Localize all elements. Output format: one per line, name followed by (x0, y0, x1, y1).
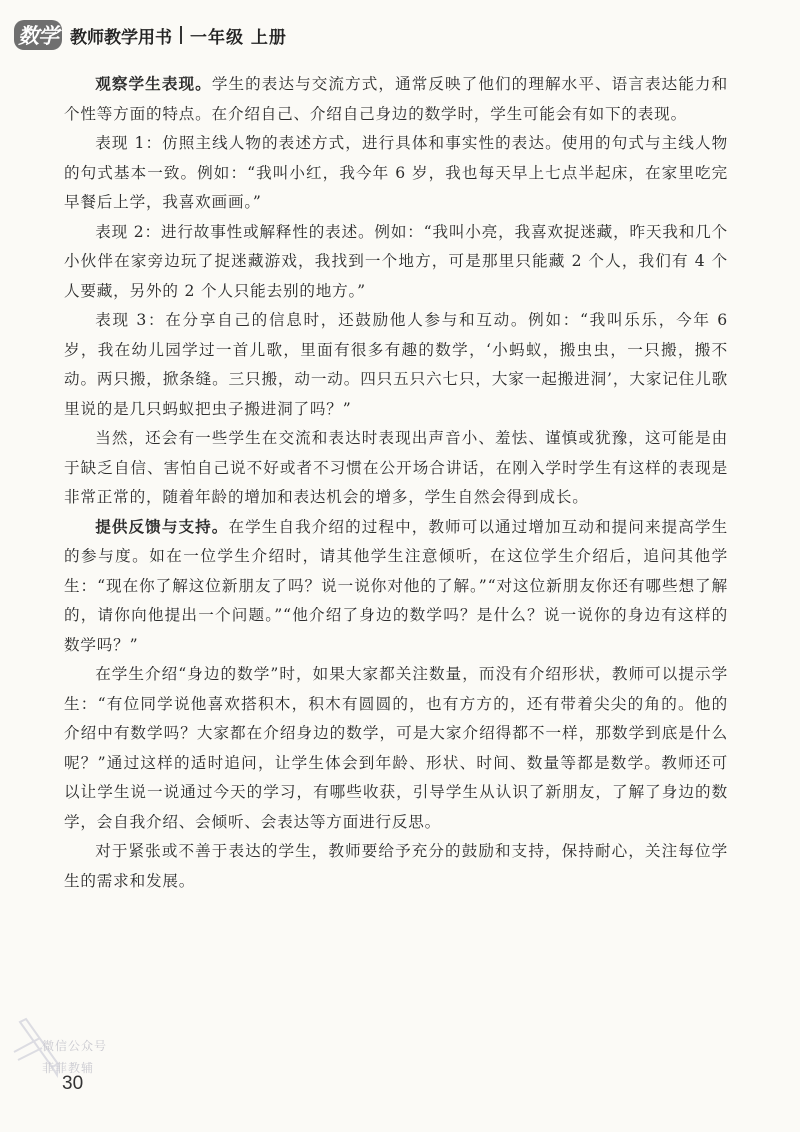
paragraph (64, 70, 728, 129)
paragraph (64, 837, 728, 896)
paragraph-text: 当然，还会有一些学生在交流和表达时表现出声音小、羞怯、谨慎或犹豫，这可能是由于缺乏自信、害怕自己说不好或者不习惯在公开场合讲话，在刚入学时学生有这样的表现是非常正常的，随着年龄的增加和表达机会的增多，学生自然会得到成长。 (64, 429, 728, 506)
book-title: 教师教学用书 (70, 27, 172, 48)
paragraph (64, 306, 728, 424)
subject-logo: 数学 (14, 20, 62, 50)
paragraph (64, 660, 728, 837)
paragraph-text: 学生的表达与交流方式，通常反映了他们的理解水平、语言表达能力和个性等方面的特点。在介绍自己、介绍自己身边的数学时，学生可能会有如下的表现。 (64, 75, 728, 123)
paragraph-text: 在学生介绍“身边的数学”时，如果大家都关注数量，而没有介绍形状，教师可以提示学生：“有位同学说他喜欢搭积木，积木有圆圆的，也有方方的，还有带着尖尖的角的。他的介绍中有数学吗？大家都在介绍身边的数学，可是大家介绍得都不一样，那数学到底是什么呢？”通过这样的适时追问，让学生体会到年龄、形状、时间、数量等都是数学。教师还可以让学生说一说通过今天的学习，有哪些收获，引导学生从认识了新朋友，了解了身边的数学，会自我介绍、会倾听、会表达等方面进行反思。 (64, 665, 728, 831)
body-text (64, 70, 728, 896)
running-header (14, 18, 287, 52)
page-number: 30 (62, 1073, 84, 1094)
paragraph-text: 表现 2：进行故事性或解释性的表述。例如：“我叫小亮，我喜欢捉迷藏，昨天我和几个小伙伴在家旁边玩了捉迷藏游戏，我找到一个地方，可是那里只能藏 2 个人，我们有 4 个人要藏，另外的 2 个人只能去别的地方。” (64, 222, 728, 300)
paragraph-heading: 观察学生表现。 (95, 75, 212, 93)
watermark-line-2: 菲菲教辅 (42, 1061, 95, 1075)
paragraph (64, 424, 728, 513)
paragraph-heading: 提供反馈与支持。 (95, 517, 229, 536)
paragraph-text: 对于紧张或不善于表达的学生，教师要给予充分的鼓励和支持，保持耐心，关注每位学生的需求和发展。 (64, 842, 728, 890)
paragraph-text: 表现 1：仿照主线人物的表述方式，进行具体和事实性的表达。使用的句式与主线人物的句式基本一致。例如：“我叫小红，我今年 6 岁，我也每天早上七点半起床，在家里吃完早餐后上学，我喜欢画画。” (64, 134, 728, 211)
paragraph (64, 129, 728, 218)
header-divider (180, 26, 182, 44)
paragraph (64, 218, 728, 307)
paragraph-text: 在学生自我介绍的过程中，教师可以通过增加互动和提问来提高学生的参与度。如在一位学生介绍时，请其他学生注意倾听，在这位学生介绍后，追问其他学生：“现在你了解这位新朋友了吗？说一说你对他的了解。”“对这位新朋友你还有哪些想了解的，请你向他提出一个问题。”“他介绍了身边的数学吗？是什么？说一说你的身边有这样的数学吗？” (64, 517, 728, 654)
paragraph-text: 表现 3：在分享自己的信息时，还鼓励他人参与和互动。例如：“我叫乐乐，今年 6 岁，我在幼儿园学过一首儿歌，里面有很多有趣的数学，‘小蚂蚁，搬虫虫，一只搬，搬不动。两只搬，掀条缝。三只搬，动一动。四只五只六七只，大家一起搬进洞’，大家记住儿歌里说的是几只蚂蚁把虫子搬进洞了吗？” (64, 311, 728, 418)
paragraph (64, 513, 728, 661)
watermark-line-1: 微信公众号 (42, 1039, 108, 1053)
grade-volume: 一年级 上册 (190, 27, 287, 48)
